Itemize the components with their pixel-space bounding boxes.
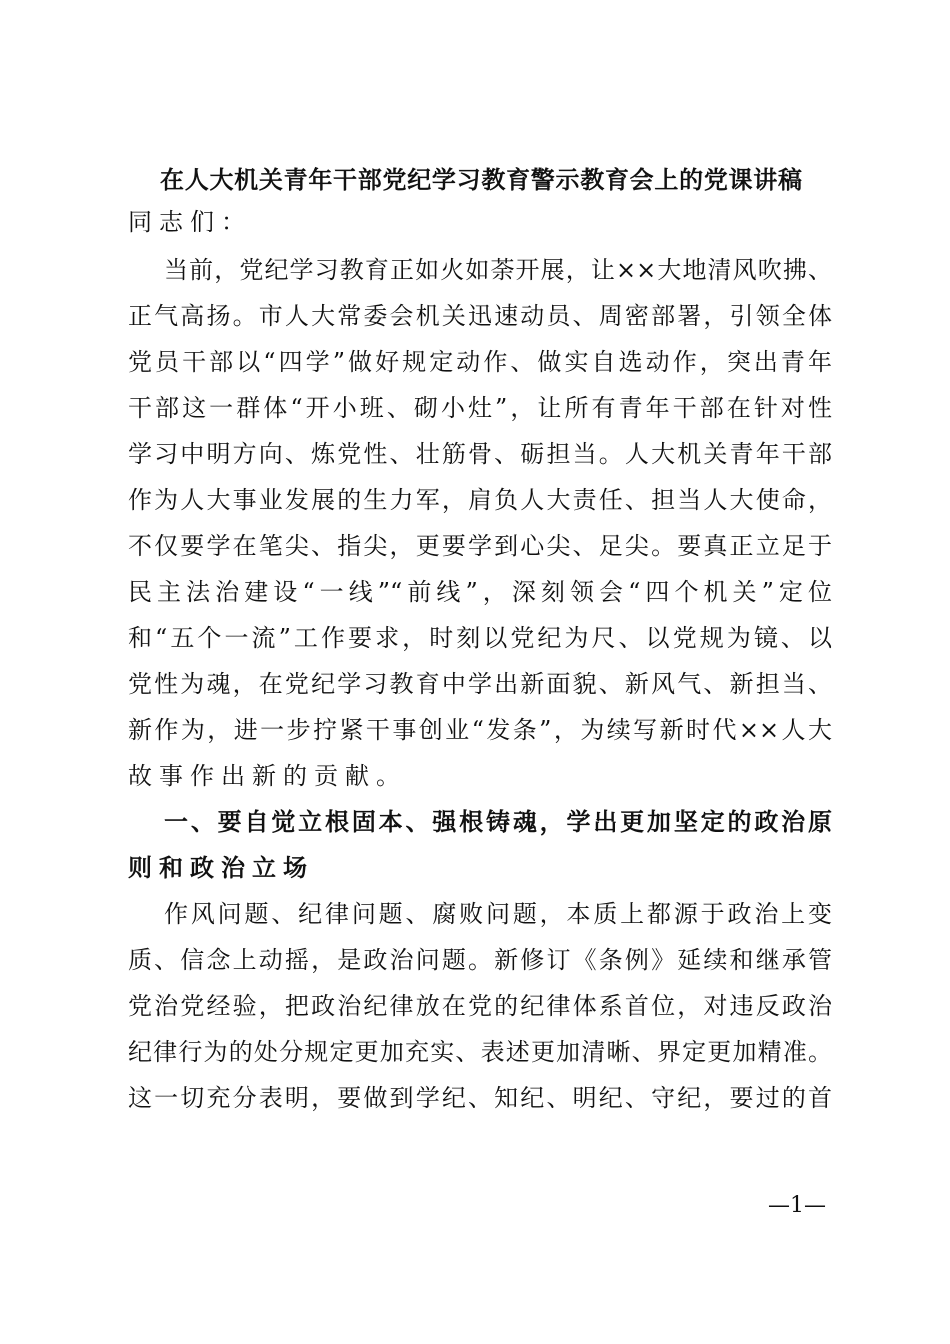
text-line: 新作为，进一步拧紧干事创业“发条”，为续写新时代××人大 [128, 716, 832, 744]
document-title: 在人大机关青年干部党纪学习教育警示教育会上的党课讲稿 [160, 165, 802, 194]
text-line: 这一切充分表明，要做到学纪、知纪、明纪、守纪，要过的首 [128, 1084, 832, 1112]
text-line: 干部这一群体“开小班、砌小灶”，让所有青年干部在针对性 [128, 394, 832, 422]
text-line: 党治党经验，把政治纪律放在党的纪律体系首位，对违反政治 [128, 992, 832, 1020]
text-line: 党员干部以“四学”做好规定动作、做实自选动作，突出青年 [128, 348, 832, 376]
heading-line: 一、要自觉立根固本、强根铸魂，学出更加坚定的政治原 [164, 807, 832, 836]
text-line: 正气高扬。市人大常委会机关迅速动员、周密部署，引领全体 [128, 302, 832, 330]
text-line: 民主法治建设“一线”“前线”，深刻领会“四个机关”定位 [128, 578, 832, 606]
heading-line: 则和政治立场 [128, 853, 314, 882]
text-line: 纪律行为的处分规定更加充实、表述更加清晰、界定更加精准。 [128, 1038, 832, 1066]
text-line: 故事作出新的贡献。 [128, 762, 407, 790]
text-line: 学习中明方向、炼党性、壮筋骨、砺担当。人大机关青年干部 [128, 440, 832, 468]
text-line: 和“五个一流”工作要求，时刻以党纪为尺、以党规为镜、以 [128, 624, 832, 652]
text-line: 不仅要学在笔尖、指尖，更要学到心尖、足尖。要真正立足于 [128, 532, 832, 560]
text-line: 当前，党纪学习教育正如火如荼开展，让××大地清风吹拂、 [164, 256, 832, 284]
text-line: 作为人大事业发展的生力军，肩负人大责任、担当人大使命， [128, 486, 832, 514]
text-line: 质、信念上动摇，是政治问题。新修订《条例》延续和继承管 [128, 946, 832, 974]
page-number: —1— [768, 1193, 826, 1218]
salutation: 同志们： [128, 208, 252, 236]
text-line: 作风问题、纪律问题、腐败问题，本质上都源于政治上变 [164, 900, 832, 928]
text-line: 党性为魂，在党纪学习教育中学出新面貌、新风气、新担当、 [128, 670, 832, 698]
